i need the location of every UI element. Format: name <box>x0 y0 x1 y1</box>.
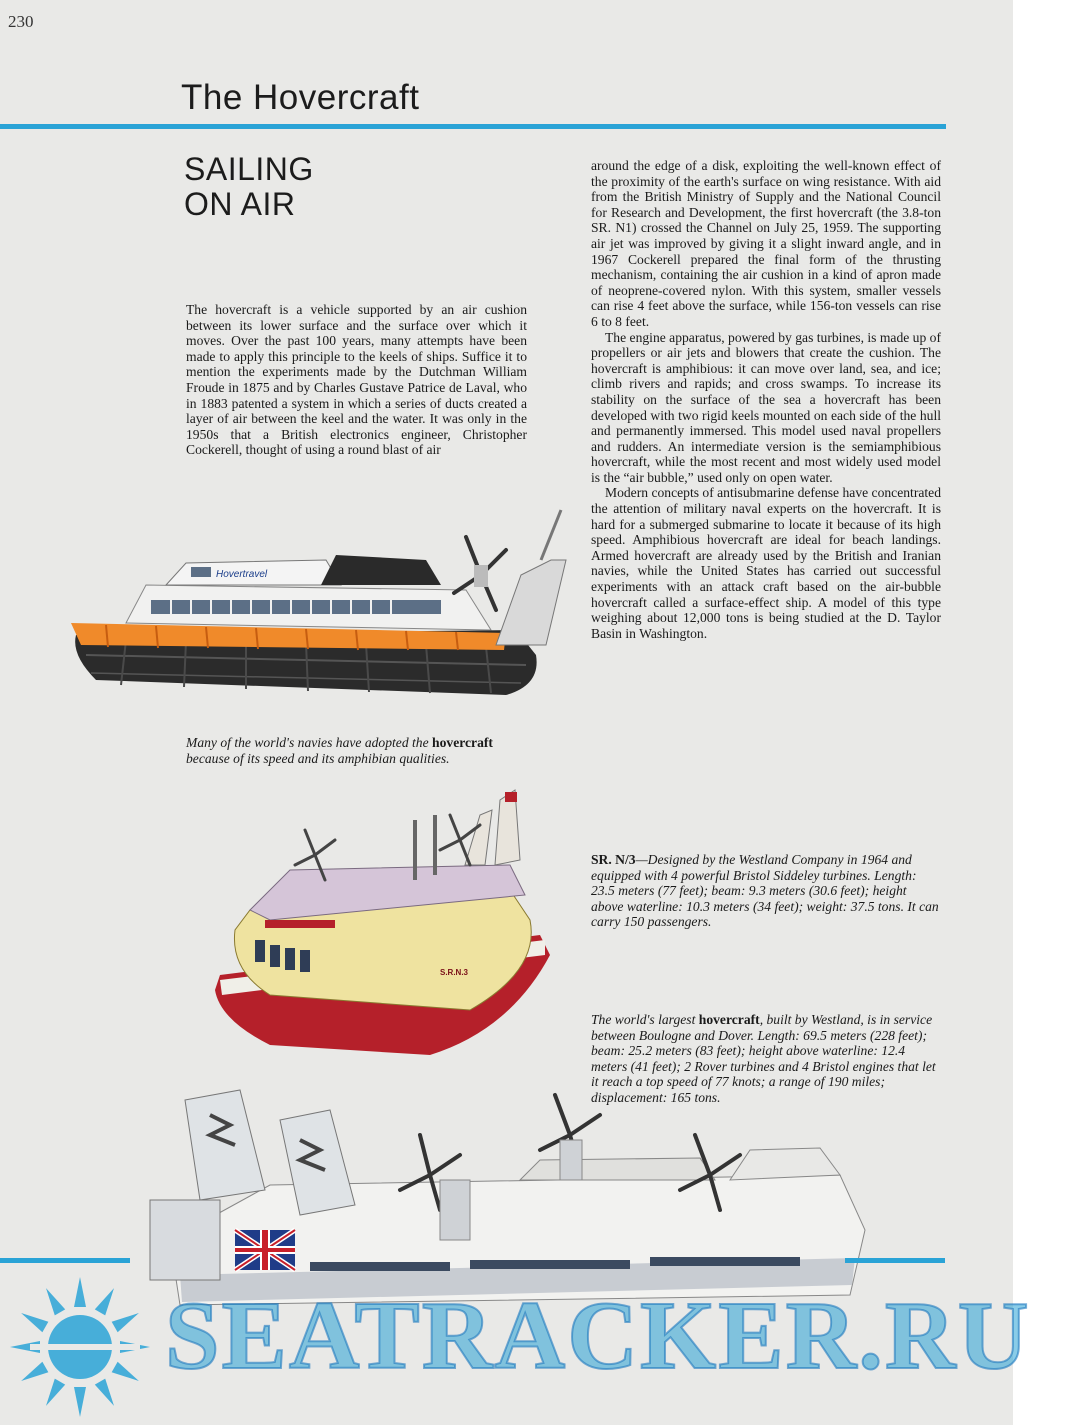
headline-line-2: ON AIR <box>184 186 296 222</box>
article-paragraph: Modern concepts of antisubmarine defense have concentrated the attention of military naval experts on the hovercraft. It is hard for a submerged submarine to locate it because of its high speed. Amphibious hovercraft are ideal for beach landings. Armed hovercraft are already used by the British and Iranian navies, while the United States has carried out successful experiments with an attack craft based on the air-bubble hovercraft called a surface-effect ship. A model of this type weighing about 12,000 tons is being studied at the D. Taylor Basin in Washington. <box>591 485 941 641</box>
sun-logo-icon <box>10 1272 160 1422</box>
headline <box>184 152 404 222</box>
watermark-text: SEATRACKER.RU <box>165 1282 1031 1390</box>
srn3-caption: SR. N/3—Designed by the Westland Company in 1964 and equipped with 4 powerful Bristol Siddeley turbines. Length: 23.5 meters (77 feet); beam: 9.3 meters (30.6 feet); height above waterline: 10.3 meters (34 feet); weight: 37.5 tons. It can carry 150 passengers. <box>591 852 939 930</box>
hovertravel-livery: Hovertravel <box>216 569 268 580</box>
top-rule <box>0 124 946 129</box>
navy-caption: Many of the world's navies have adopted the hovercraft because of its speed and its amphibian qualities. <box>186 735 493 766</box>
srn3-hovercraft-illustration <box>210 780 565 1060</box>
article-paragraph: around the edge of a disk, exploiting the well-known effect of the proximity of the earth's surface on wing resistance. With aid from the British Ministry of Supply and the National Council for Research and Development, the first hovercraft (the 3.8-ton SR. N1) crossed the Channel on July 25, 1959. The supporting air jet was improved by giving it a slight inward angle, and in 1967 Cockerell prepared the final form of the thrusting mechanism, containing the air cushion in a kind of apron made of neoprene-covered nylon. With this system, smaller vessels can rise 4 feet above the surface, while 156-ton vessels can rise 6 to 8 feet. <box>591 158 941 329</box>
headline-line-1: SAILING <box>184 151 314 187</box>
hovertravel-hovercraft-illustration <box>66 505 581 720</box>
article-left-column: The hovercraft is a vehicle supported by an air cushion between its lower surface and the surface over which it moves. Over the past 100 years, many attempts have been made to apply this principle to the keels of ships. Suffice it to mention the experiments made by the Dutchman William Froude in 1875 and by Charles Gustave Patrice de Laval, who in 1883 patented a system in which a series of ducts created a layer of air between the keel and the water. It was only in the 1950s that a British electronics engineer, Christopher Cockerell, thought of using a round blast of air <box>186 302 527 458</box>
srn3-livery: S.R.N.3 <box>440 968 469 977</box>
article-paragraph: The engine apparatus, powered by gas turbines, is made up of propellers or air jets and blowers that create the cushion. The hovercraft is amphibious: it can move over land, sea, and ice; climb rivers and rapids; and cross swamps. To increase its stability on the surface of the sea a hovercraft has been developed with two rigid keels mounted on each side of the hull and permanently immersed. This model used naval propellers and rudders. An intermediate version is the semiamphibious hovercraft, while the most recent and most widely used model is the “air bubble,” used only on open water. <box>591 329 941 485</box>
section-title: The Hovercraft <box>181 78 420 117</box>
bottom-rule-right <box>845 1258 945 1263</box>
page-edge <box>1013 0 1080 1425</box>
largest-hovercraft-caption: The world's largest hovercraft, built by Westland, is in service between Boulogne and Dover. Length: 69.5 meters (228 feet); beam: 25.2 meters (83 feet); height above waterline: 12.4 meters (41 feet); 2 Rover turbines and 4 Bristol engines that let it reach a top speed of 77 knots; a range of 190 miles; displacement: 165 tons. <box>591 1012 936 1105</box>
page-number: 230 <box>8 12 34 31</box>
bottom-rule-left <box>0 1258 130 1263</box>
article-right-column <box>591 158 941 641</box>
